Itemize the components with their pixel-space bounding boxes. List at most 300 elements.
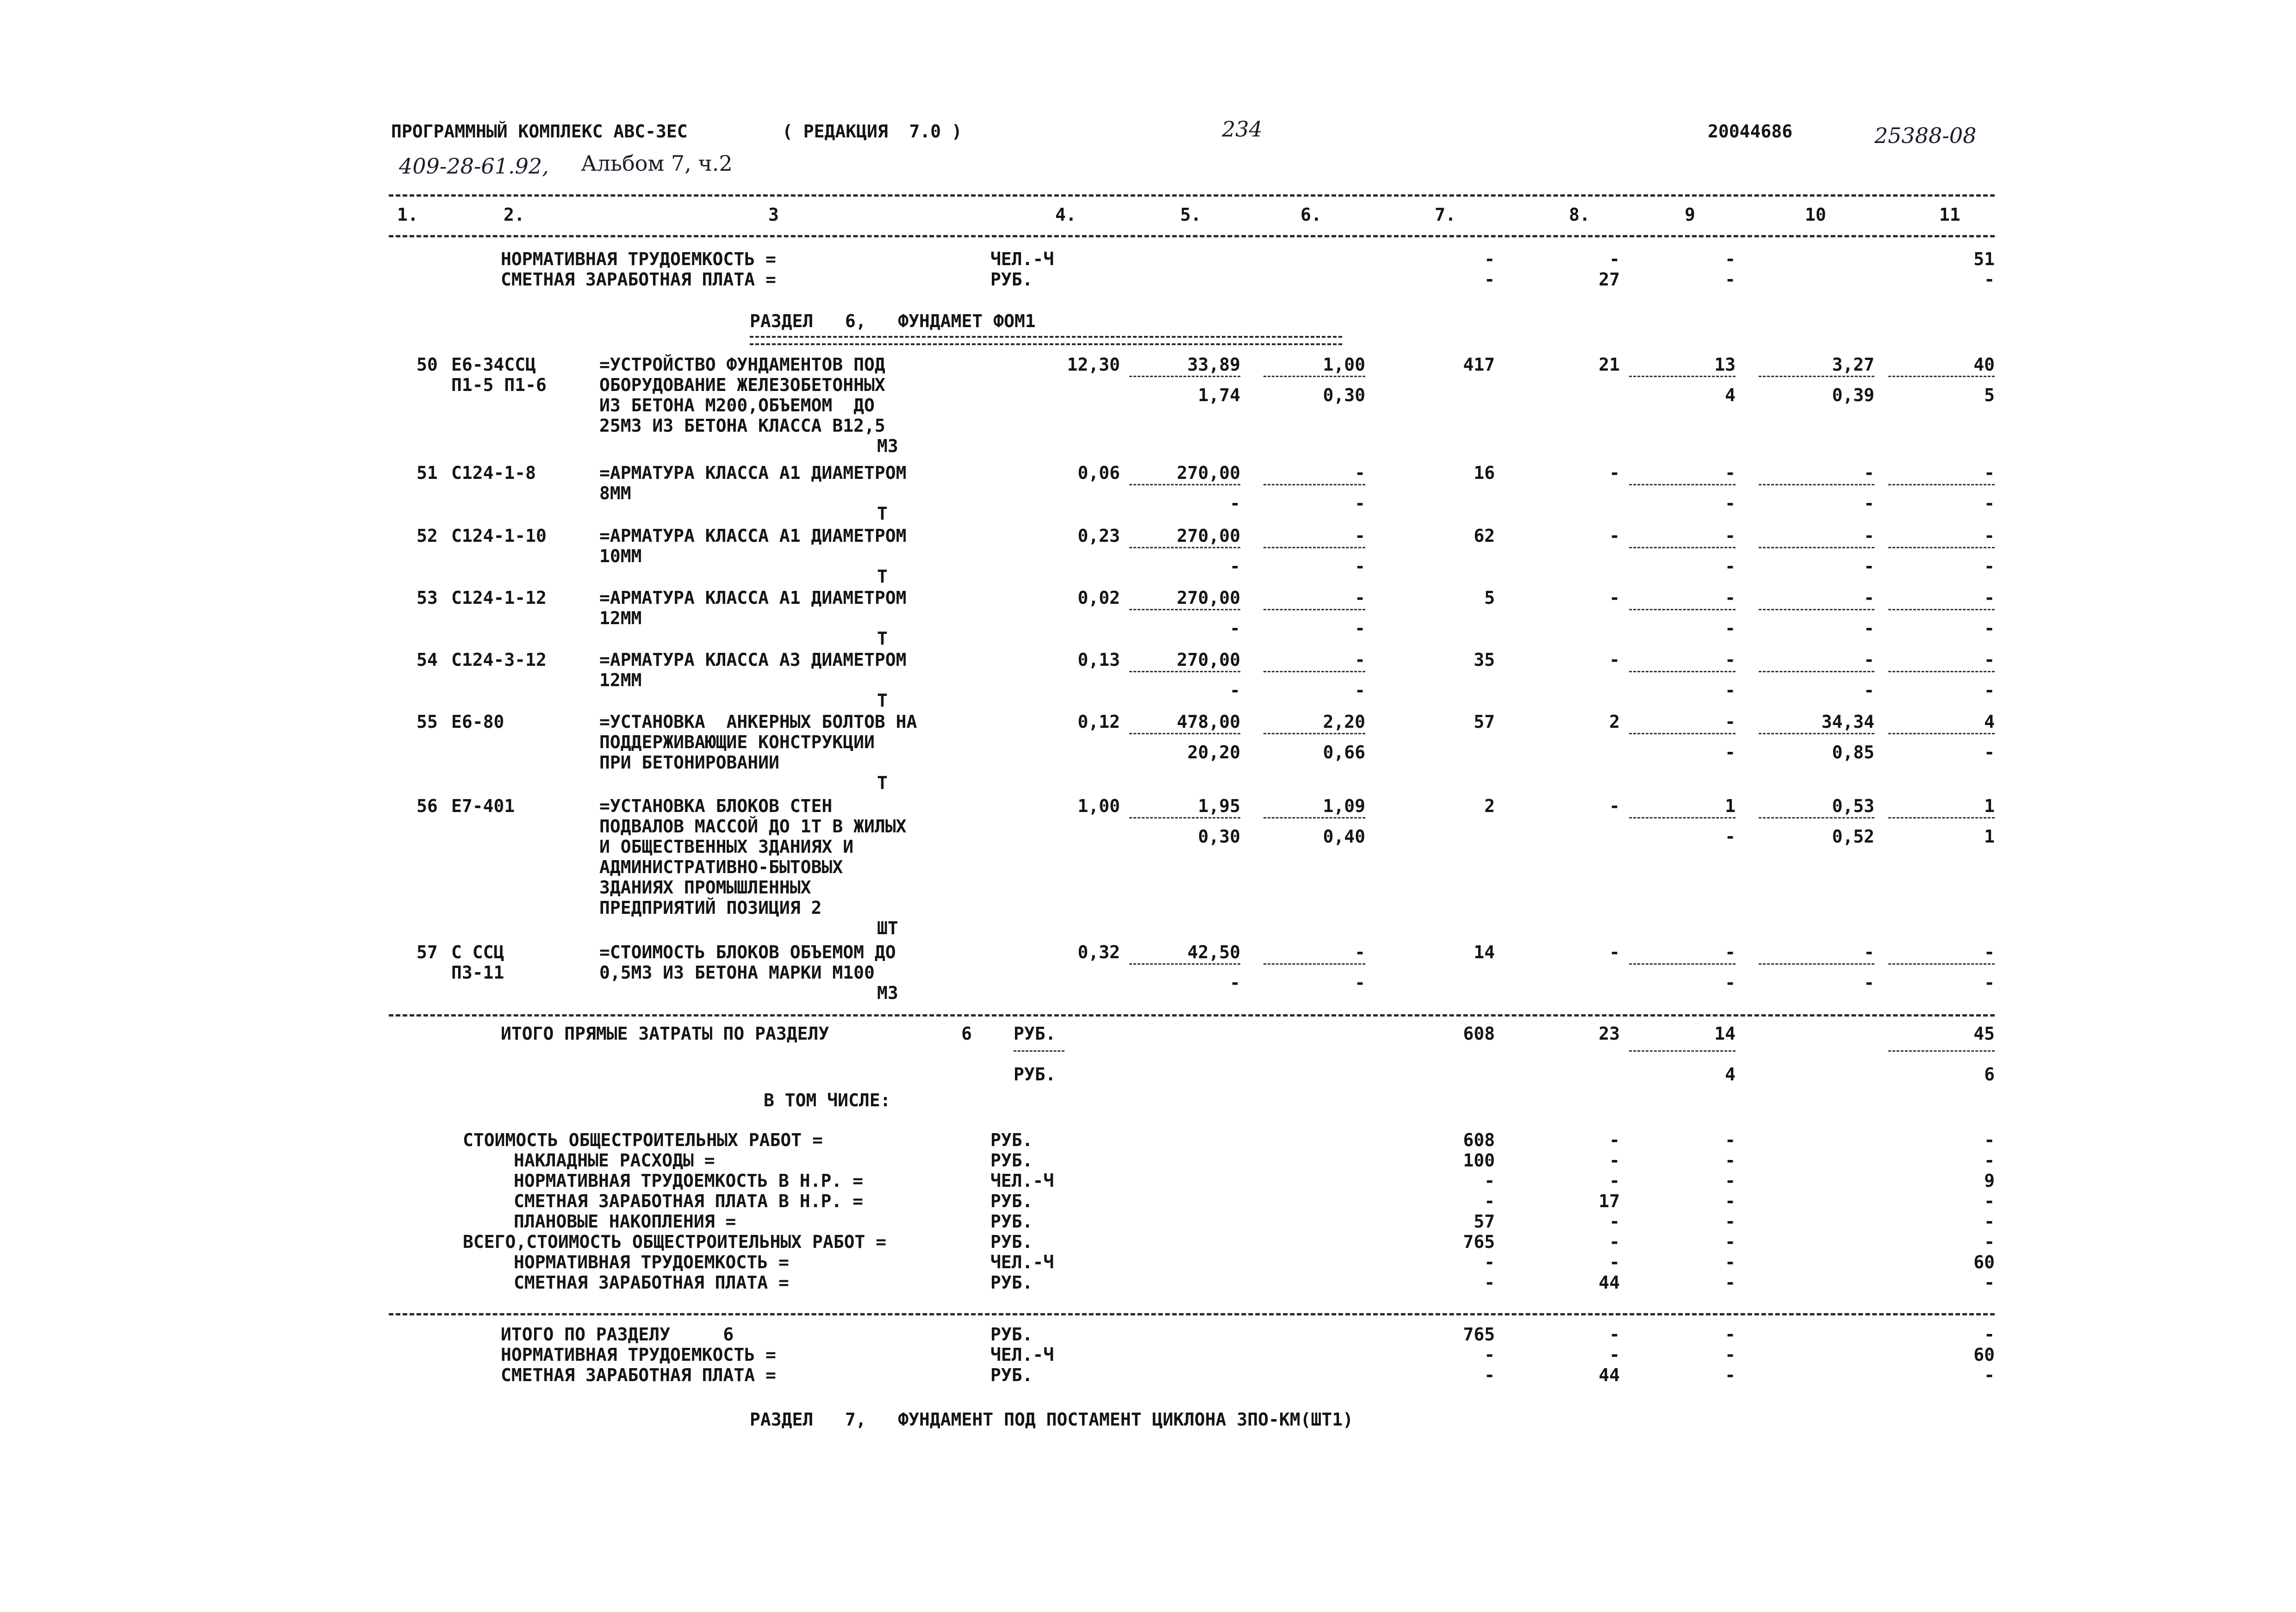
item-unit: Т (877, 566, 888, 587)
breakdown-c11: - (1984, 1272, 1995, 1293)
unit-price-underline (1129, 547, 1240, 548)
labor-rate-underline (1759, 733, 1874, 734)
c11-underline (1888, 1050, 1995, 1052)
section-total-c8: 44 (1599, 1365, 1620, 1385)
item-description: 10ММ (599, 546, 642, 566)
machine-total-underline (1629, 547, 1736, 548)
sheet-code: 25388-08 (1874, 123, 1977, 148)
breakdown-label: ПЛАНОВЫЕ НАКОПЛЕНИЯ = (514, 1211, 736, 1232)
item-total-cost: 62 (1474, 526, 1495, 546)
direct-costs-unit: РУБ. (1014, 1023, 1056, 1044)
machine-cost-underline (1263, 484, 1365, 485)
column-header-4: 4. (1055, 205, 1076, 225)
item-unit-wage: 1,74 (1198, 385, 1240, 405)
section-total-unit: РУБ. (990, 1365, 1033, 1385)
item-number: 53 (417, 588, 438, 608)
column-header-9: 9 (1685, 205, 1695, 225)
breakdown-unit: РУБ. (990, 1130, 1033, 1150)
item-number: 51 (417, 463, 438, 483)
item-machine-cost: - (1355, 588, 1365, 608)
item-machine-wage-total: - (1725, 973, 1736, 993)
item-description: =СТОИМОСТЬ БЛОКОВ ОБЪЕМОМ ДО (599, 942, 896, 962)
item-code: С124-1-12 (451, 588, 547, 608)
direct-costs-c9b: 4 (1725, 1064, 1736, 1085)
column-header-10: 10 (1805, 205, 1826, 225)
item-wage-total: - (1609, 942, 1620, 962)
item-code: Е7-401 (451, 796, 515, 816)
machine-cost-underline (1263, 817, 1365, 818)
labor-total-underline (1888, 609, 1995, 610)
breakdown-unit: РУБ. (990, 1211, 1033, 1232)
labor-total-underline (1888, 817, 1995, 818)
item-machine-wage: - (1355, 618, 1365, 639)
section-total-c11: - (1984, 1365, 1995, 1385)
item-unit-price: 478,00 (1176, 712, 1240, 732)
item-machine-wage: - (1355, 680, 1365, 701)
item-machine-wage-total: - (1725, 493, 1736, 514)
breakdown-unit: РУБ. (990, 1232, 1033, 1252)
item-wage-total: - (1609, 650, 1620, 670)
section-total-c7: - (1484, 1345, 1495, 1365)
item-labor-rate: - (1864, 650, 1874, 670)
item-machine-labor-total: - (1984, 680, 1995, 701)
direct-costs-c11: 45 (1973, 1023, 1995, 1044)
item-machine-labor-total: - (1984, 493, 1995, 514)
item-description: =УСТАНОВКА БЛОКОВ СТЕН (599, 796, 833, 816)
item-wage-total: 2 (1609, 712, 1620, 732)
c9-underline (1629, 1050, 1736, 1052)
direct-costs-c8: 23 (1599, 1023, 1620, 1044)
item-unit-price: 270,00 (1176, 588, 1240, 608)
item-machine-cost: - (1355, 650, 1365, 670)
item-description: 12ММ (599, 670, 642, 690)
item-code: С124-3-12 (451, 650, 547, 670)
labor-rate-underline (1759, 376, 1874, 377)
item-unit-wage: - (1230, 618, 1240, 639)
section-total-c8: - (1609, 1345, 1620, 1365)
unit-underline (1014, 1050, 1064, 1052)
carry-over-unit: ЧЕЛ.-Ч (990, 249, 1054, 269)
item-description: ЗДАНИЯХ ПРОМЫШЛЕННЫХ (599, 877, 811, 898)
item-labor-rate: - (1864, 588, 1874, 608)
item-number: 57 (417, 942, 438, 962)
item-labor-total: - (1984, 463, 1995, 483)
item-machine-wage-total: - (1725, 680, 1736, 701)
item-quantity: 0,23 (1077, 526, 1120, 546)
breakdown-c7: - (1484, 1171, 1495, 1191)
breakdown-unit: ЧЕЛ.-Ч (990, 1171, 1054, 1191)
item-unit-wage: - (1230, 556, 1240, 577)
item-code: С124-1-8 (451, 463, 536, 483)
item-code: С124-1-10 (451, 526, 547, 546)
item-code: Е6-34ССЦ (451, 354, 536, 375)
machine-total-underline (1629, 484, 1736, 485)
labor-total-underline (1888, 963, 1995, 965)
item-wage-total: - (1609, 796, 1620, 816)
album-label: Альбом 7, ч.2 (581, 151, 733, 176)
machine-cost-underline (1263, 733, 1365, 734)
breakdown-c8: - (1609, 1130, 1620, 1150)
item-machine-labor-rate: 0,52 (1832, 826, 1874, 847)
carry-over-c7: - (1484, 249, 1495, 269)
item-unit-wage: 0,30 (1198, 826, 1240, 847)
breakdown-c7: 100 (1463, 1150, 1495, 1171)
item-wage-total: - (1609, 588, 1620, 608)
section-total-c11: 60 (1973, 1345, 1995, 1365)
breakdown-c9: - (1725, 1150, 1736, 1171)
breakdown-unit: РУБ. (990, 1150, 1033, 1171)
breakdown-c8: - (1609, 1252, 1620, 1272)
item-labor-total: 4 (1984, 712, 1995, 732)
breakdown-c11: - (1984, 1130, 1995, 1150)
item-labor-rate: 0,53 (1832, 796, 1874, 816)
item-machine-labor-total: - (1984, 742, 1995, 763)
breakdown-label: НОРМАТИВНАЯ ТРУДОЕМКОСТЬ = (514, 1252, 789, 1272)
table-top-rule (389, 194, 1995, 197)
item-machine-labor-rate: - (1864, 680, 1874, 701)
machine-total-underline (1629, 671, 1736, 672)
machine-total-underline (1629, 733, 1736, 734)
breakdown-c9: - (1725, 1272, 1736, 1293)
column-header-11: 11 (1939, 205, 1960, 225)
item-unit: Т (877, 628, 888, 649)
item-machine-total: - (1725, 526, 1736, 546)
column-header-3: 3 (768, 205, 779, 225)
item-machine-wage: - (1355, 556, 1365, 577)
breakdown-c9: - (1725, 1232, 1736, 1252)
item-labor-rate: - (1864, 942, 1874, 962)
section-total-label: ИТОГО ПО РАЗДЕЛУ 6 (501, 1324, 734, 1345)
item-total-cost: 14 (1474, 942, 1495, 962)
item-labor-rate: 3,27 (1832, 354, 1874, 375)
unit-price-underline (1129, 733, 1240, 734)
item-total-cost: 417 (1463, 354, 1495, 375)
machine-cost-underline (1263, 376, 1365, 377)
carry-over-c9: - (1725, 249, 1736, 269)
item-number: 54 (417, 650, 438, 670)
item-machine-labor-rate: - (1864, 493, 1874, 514)
item-machine-total: - (1725, 588, 1736, 608)
labor-total-underline (1888, 484, 1995, 485)
item-description: =АРМАТУРА КЛАССА А1 ДИАМЕТРОМ (599, 463, 907, 483)
item-wage-total: - (1609, 526, 1620, 546)
section-title-double-rule (750, 336, 1342, 345)
unit-price-underline (1129, 484, 1240, 485)
item-quantity: 0,13 (1077, 650, 1120, 670)
section-6-title: РАЗДЕЛ 6, ФУНДАМЕТ ФОМ1 (750, 311, 1036, 331)
item-code: П1-5 П1-6 (451, 375, 547, 395)
column-header-7: 7. (1435, 205, 1456, 225)
item-machine-labor-total: 1 (1984, 826, 1995, 847)
item-unit: М3 (877, 983, 898, 1003)
item-machine-total: 1 (1725, 796, 1736, 816)
section-total-c11: - (1984, 1324, 1995, 1345)
item-machine-wage-total: - (1725, 826, 1736, 847)
item-unit-wage: 20,20 (1187, 742, 1240, 763)
item-code: С ССЦ (451, 942, 504, 962)
labor-rate-underline (1759, 547, 1874, 548)
column-header-8: 8. (1569, 205, 1590, 225)
item-total-cost: 2 (1484, 796, 1495, 816)
machine-cost-underline (1263, 963, 1365, 965)
labor-rate-underline (1759, 484, 1874, 485)
breakdown-label: ВСЕГО,СТОИМОСТЬ ОБЩЕСТРОИТЕЛЬНЫХ РАБОТ = (463, 1232, 887, 1252)
program-edition: ( РЕДАКЦИЯ 7.0 ) (782, 121, 962, 142)
breakdown-c11: - (1984, 1211, 1995, 1232)
item-machine-labor-rate: - (1864, 973, 1874, 993)
breakdown-c9: - (1725, 1191, 1736, 1211)
carry-over-unit: РУБ. (990, 269, 1033, 290)
item-description: =УСТРОЙСТВО ФУНДАМЕНТОВ ПОД (599, 354, 885, 375)
item-unit: Т (877, 690, 888, 711)
item-description: 8ММ (599, 483, 631, 503)
item-machine-wage: 0,40 (1323, 826, 1365, 847)
item-unit-price: 42,50 (1187, 942, 1240, 962)
page-number: 234 (1222, 117, 1263, 142)
machine-total-underline (1629, 609, 1736, 610)
item-machine-labor-rate: 0,39 (1832, 385, 1874, 405)
unit-price-underline (1129, 376, 1240, 377)
breakdown-unit: ЧЕЛ.-Ч (990, 1252, 1054, 1272)
breakdown-label: СМЕТНАЯ ЗАРАБОТНАЯ ПЛАТА = (514, 1272, 789, 1293)
direct-costs-section: 6 (961, 1023, 972, 1044)
unit-price-underline (1129, 963, 1240, 965)
direct-costs-unit-2: РУБ. (1014, 1064, 1056, 1085)
labor-rate-underline (1759, 609, 1874, 610)
item-machine-labor-rate: - (1864, 618, 1874, 639)
item-machine-cost: - (1355, 463, 1365, 483)
carry-over-label: СМЕТНАЯ ЗАРАБОТНАЯ ПЛАТА = (501, 269, 776, 290)
breakdown-label: НАКЛАДНЫЕ РАСХОДЫ = (514, 1150, 715, 1171)
item-machine-labor-rate: - (1864, 556, 1874, 577)
item-quantity: 0,02 (1077, 588, 1120, 608)
item-machine-wage: - (1355, 973, 1365, 993)
item-description: =АРМАТУРА КЛАССА А1 ДИАМЕТРОМ (599, 588, 907, 608)
item-labor-rate: - (1864, 526, 1874, 546)
breakdown-label: НОРМАТИВНАЯ ТРУДОЕМКОСТЬ В Н.Р. = (514, 1171, 863, 1191)
item-description: 0,5М3 ИЗ БЕТОНА МАРКИ М100 (599, 962, 875, 983)
item-machine-labor-rate: 0,85 (1832, 742, 1874, 763)
section-total-unit: ЧЕЛ.-Ч (990, 1345, 1054, 1365)
breakdown-c9: - (1725, 1171, 1736, 1191)
section-total-unit: РУБ. (990, 1324, 1033, 1345)
item-unit-wage: - (1230, 680, 1240, 701)
labor-rate-underline (1759, 817, 1874, 818)
item-machine-wage: 0,66 (1323, 742, 1365, 763)
breakdown-c8: 17 (1599, 1191, 1620, 1211)
section-total-c8: - (1609, 1324, 1620, 1345)
item-machine-wage: 0,30 (1323, 385, 1365, 405)
item-total-cost: 57 (1474, 712, 1495, 732)
item-machine-labor-total: - (1984, 973, 1995, 993)
section-7-title: РАЗДЕЛ 7, ФУНДАМЕНТ ПОД ПОСТАМЕНТ ЦИКЛОНА ЗПО-КМ(ШТ1) (750, 1409, 1354, 1430)
machine-cost-underline (1263, 671, 1365, 672)
item-wage-total: - (1609, 463, 1620, 483)
item-description: ОБОРУДОВАНИЕ ЖЕЛЕЗОБЕТОННЫХ (599, 375, 885, 395)
column-header-2: 2. (504, 205, 525, 225)
labor-rate-underline (1759, 671, 1874, 672)
carry-over-c7: - (1484, 269, 1495, 290)
item-number: 50 (417, 354, 438, 375)
breakdown-c7: 608 (1463, 1130, 1495, 1150)
item-total-cost: 16 (1474, 463, 1495, 483)
item-total-cost: 35 (1474, 650, 1495, 670)
item-description: ПОДВАЛОВ МАССОЙ ДО 1Т В ЖИЛЫХ (599, 816, 907, 837)
carry-over-label: НОРМАТИВНАЯ ТРУДОЕМКОСТЬ = (501, 249, 776, 269)
including-label: В ТОМ ЧИСЛЕ: (764, 1090, 891, 1110)
section-total-label: НОРМАТИВНАЯ ТРУДОЕМКОСТЬ = (501, 1345, 776, 1365)
section-total-c9: - (1725, 1324, 1736, 1345)
item-labor-total: 40 (1973, 354, 1995, 375)
item-code: Е6-80 (451, 712, 504, 732)
breakdown-c9: - (1725, 1211, 1736, 1232)
item-wage-total: 21 (1599, 354, 1620, 375)
carry-over-c11: - (1984, 269, 1995, 290)
item-description: =АРМАТУРА КЛАССА А1 ДИАМЕТРОМ (599, 526, 907, 546)
breakdown-c11: 9 (1984, 1171, 1995, 1191)
item-machine-cost: 2,20 (1323, 712, 1365, 732)
items-end-rule (389, 1014, 1995, 1017)
item-machine-cost: - (1355, 526, 1365, 546)
item-number: 56 (417, 796, 438, 816)
item-description: 12ММ (599, 608, 642, 628)
column-header-1: 1. (397, 205, 418, 225)
labor-rate-underline (1759, 963, 1874, 965)
breakdown-end-rule (389, 1313, 1995, 1315)
breakdown-c9: - (1725, 1252, 1736, 1272)
item-number: 55 (417, 712, 438, 732)
item-machine-labor-total: - (1984, 556, 1995, 577)
item-description: АДМИНИСТРАТИВНО-БЫТОВЫХ (599, 857, 843, 877)
item-unit-price: 1,95 (1198, 796, 1240, 816)
item-total-cost: 5 (1484, 588, 1495, 608)
item-machine-cost: - (1355, 942, 1365, 962)
breakdown-unit: РУБ. (990, 1191, 1033, 1211)
item-machine-total: - (1725, 942, 1736, 962)
item-unit-price: 270,00 (1176, 526, 1240, 546)
carry-over-c8: - (1609, 249, 1620, 269)
labor-total-underline (1888, 547, 1995, 548)
item-labor-rate: - (1864, 463, 1874, 483)
item-machine-labor-total: - (1984, 618, 1995, 639)
item-description: ПРИ БЕТОНИРОВАНИИ (599, 752, 779, 773)
breakdown-c8: - (1609, 1150, 1620, 1171)
item-description: =АРМАТУРА КЛАССА А3 ДИАМЕТРОМ (599, 650, 907, 670)
breakdown-c7: 765 (1463, 1232, 1495, 1252)
breakdown-c7: - (1484, 1272, 1495, 1293)
item-labor-total: - (1984, 526, 1995, 546)
direct-costs-label: ИТОГО ПРЯМЫЕ ЗАТРАТЫ ПО РАЗДЕЛУ (501, 1023, 829, 1044)
column-header-5: 5. (1180, 205, 1201, 225)
direct-costs-c11b: 6 (1984, 1064, 1995, 1085)
item-quantity: 0,32 (1077, 942, 1120, 962)
breakdown-c7: - (1484, 1252, 1495, 1272)
carry-over-c11: 51 (1973, 249, 1995, 269)
item-labor-total: - (1984, 942, 1995, 962)
breakdown-c11: - (1984, 1191, 1995, 1211)
item-machine-total: 13 (1714, 354, 1736, 375)
item-quantity: 0,12 (1077, 712, 1120, 732)
item-machine-cost: 1,09 (1323, 796, 1365, 816)
item-unit: Т (877, 773, 888, 793)
direct-costs-c9: 14 (1714, 1023, 1736, 1044)
section-total-c7: - (1484, 1365, 1495, 1385)
item-machine-wage-total: - (1725, 742, 1736, 763)
item-quantity: 0,06 (1077, 463, 1120, 483)
unit-price-underline (1129, 609, 1240, 610)
breakdown-label: СТОИМОСТЬ ОБЩЕСТРОИТЕЛЬНЫХ РАБОТ = (463, 1130, 823, 1150)
item-code: П3-11 (451, 962, 504, 983)
item-machine-labor-total: 5 (1984, 385, 1995, 405)
direct-costs-c7: 608 (1463, 1023, 1495, 1044)
breakdown-c11: - (1984, 1232, 1995, 1252)
breakdown-c8: 44 (1599, 1272, 1620, 1293)
machine-total-underline (1629, 817, 1736, 818)
item-description: 25М3 ИЗ БЕТОНА КЛАССА В12,5 (599, 415, 885, 436)
carry-over-c9: - (1725, 269, 1736, 290)
breakdown-c7: - (1484, 1191, 1495, 1211)
labor-total-underline (1888, 733, 1995, 734)
item-unit: ШТ (877, 918, 898, 938)
item-description: ИЗ БЕТОНА М200,ОБЪЕМОМ ДО (599, 395, 875, 415)
item-machine-total: - (1725, 712, 1736, 732)
machine-cost-underline (1263, 547, 1365, 548)
item-unit-price: 33,89 (1187, 354, 1240, 375)
item-machine-total: - (1725, 463, 1736, 483)
item-unit-price: 270,00 (1176, 650, 1240, 670)
machine-total-underline (1629, 376, 1736, 377)
breakdown-c8: - (1609, 1171, 1620, 1191)
breakdown-c11: - (1984, 1150, 1995, 1171)
item-number: 52 (417, 526, 438, 546)
labor-total-underline (1888, 376, 1995, 377)
section-total-c7: 765 (1463, 1324, 1495, 1345)
breakdown-c11: 60 (1973, 1252, 1995, 1272)
item-unit: Т (877, 503, 888, 524)
item-description: ПОДДЕРЖИВАЮЩИЕ КОНСТРУКЦИИ (599, 732, 875, 752)
breakdown-c9: - (1725, 1130, 1736, 1150)
document-code: 20044686 (1708, 121, 1793, 142)
item-quantity: 12,30 (1067, 354, 1120, 375)
section-total-label: СМЕТНАЯ ЗАРАБОТНАЯ ПЛАТА = (501, 1365, 776, 1385)
item-machine-wage: - (1355, 493, 1365, 514)
item-labor-total: 1 (1984, 796, 1995, 816)
unit-price-underline (1129, 817, 1240, 818)
carry-over-c8: 27 (1599, 269, 1620, 290)
labor-total-underline (1888, 671, 1995, 672)
item-machine-wage-total: - (1725, 556, 1736, 577)
breakdown-unit: РУБ. (990, 1272, 1033, 1293)
item-machine-total: - (1725, 650, 1736, 670)
project-number: 409-28-61.92, (399, 154, 549, 179)
item-labor-total: - (1984, 650, 1995, 670)
column-header-6: 6. (1300, 205, 1322, 225)
item-description: =УСТАНОВКА АНКЕРНЫХ БОЛТОВ НА (599, 712, 917, 732)
item-machine-wage-total: - (1725, 618, 1736, 639)
column-header-rule (389, 235, 1995, 237)
item-machine-wage-total: 4 (1725, 385, 1736, 405)
breakdown-c8: - (1609, 1211, 1620, 1232)
item-unit-price: 270,00 (1176, 463, 1240, 483)
section-total-c9: - (1725, 1345, 1736, 1365)
item-unit: М3 (877, 436, 898, 456)
program-name: ПРОГРАММНЫЙ КОМПЛЕКС АВС-ЗЕС (391, 121, 688, 142)
unit-price-underline (1129, 671, 1240, 672)
breakdown-c7: 57 (1474, 1211, 1495, 1232)
item-machine-cost: 1,00 (1323, 354, 1365, 375)
breakdown-label: СМЕТНАЯ ЗАРАБОТНАЯ ПЛАТА В Н.Р. = (514, 1191, 863, 1211)
item-quantity: 1,00 (1077, 796, 1120, 816)
